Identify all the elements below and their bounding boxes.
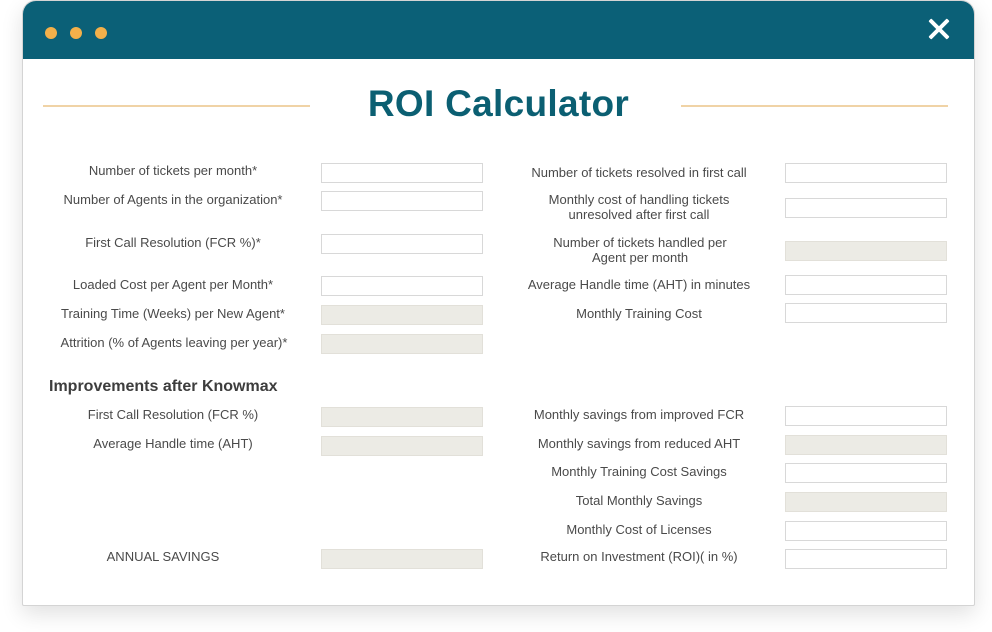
field-label: Total Monthly Savings [575, 493, 703, 508]
window-dot-icon [45, 27, 57, 39]
field-label: Monthly Cost of Licenses [566, 522, 712, 537]
field-label: Average Handle time (AHT) [93, 436, 253, 451]
field-label: Monthly Training Cost [576, 306, 702, 321]
improved-fcr-field [321, 407, 483, 427]
monthly-training-cost-input[interactable] [785, 303, 947, 323]
aht-minutes-input[interactable] [785, 275, 947, 295]
annual-savings-field [321, 549, 483, 569]
field-label: Number of tickets per month* [88, 163, 258, 178]
field-label: Number of tickets handled per Agent per month [553, 235, 727, 265]
unresolved-cost-input[interactable] [785, 198, 947, 218]
aht-savings-field [785, 435, 947, 455]
close-icon[interactable] [928, 18, 950, 40]
total-savings-field [785, 492, 947, 512]
fcr-savings-input[interactable] [785, 406, 947, 426]
license-cost-input[interactable] [785, 521, 947, 541]
tickets-resolved-first-call-input[interactable] [785, 163, 947, 183]
field-label: Monthly savings from improved FCR [533, 407, 745, 422]
field-label: First Call Resolution (FCR %) [87, 407, 259, 422]
field-label: First Call Resolution (FCR %)* [85, 235, 261, 250]
tickets-per-month-input[interactable] [321, 163, 483, 183]
loaded-cost-input[interactable] [321, 276, 483, 296]
improved-aht-field [321, 436, 483, 456]
field-label: Loaded Cost per Agent per Month* [72, 277, 274, 292]
window-dot-icon [70, 27, 82, 39]
fcr-percent-input[interactable] [321, 234, 483, 254]
page-title: ROI Calculator [367, 83, 630, 124]
roi-percent-input[interactable] [785, 549, 947, 569]
agents-count-input[interactable] [321, 191, 483, 211]
field-label: Monthly cost of handling tickets unresolved after first call [548, 192, 730, 222]
roi-calculator-window [22, 0, 975, 606]
improvements-heading: Improvements after Knowmax [49, 378, 278, 395]
field-label: Monthly Training Cost Savings [551, 464, 727, 479]
field-label: Return on Investment (ROI)( in %) [540, 549, 738, 564]
title-bar [23, 1, 974, 59]
field-label: Monthly savings from reduced AHT [537, 436, 741, 451]
window-dot-icon [95, 27, 107, 39]
tickets-per-agent-field [785, 241, 947, 261]
attrition-field [321, 334, 483, 354]
training-savings-input[interactable] [785, 463, 947, 483]
field-label: ANNUAL SAVINGS [106, 549, 220, 564]
field-label: Number of tickets resolved in first call [531, 165, 747, 180]
field-label: Number of Agents in the organization* [63, 192, 283, 207]
training-time-field [321, 305, 483, 325]
field-label: Attrition (% of Agents leaving per year)* [60, 335, 288, 350]
field-label: Average Handle time (AHT) in minutes [527, 277, 751, 292]
field-label: Training Time (Weeks) per New Agent* [61, 306, 285, 321]
